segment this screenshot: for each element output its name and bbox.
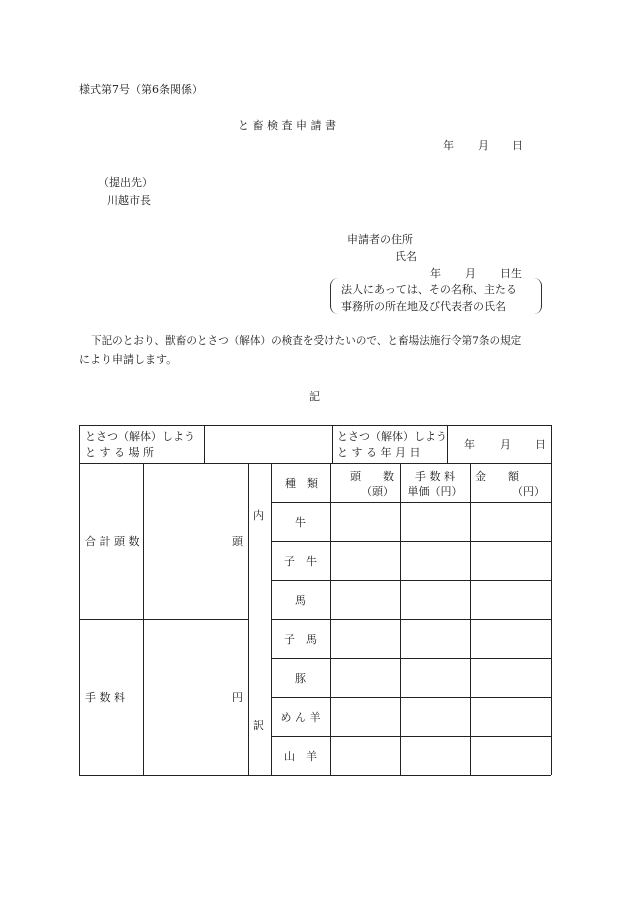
grid-row-2 <box>271 541 551 542</box>
header-amount-line2: （円） <box>512 485 545 498</box>
breakdown-bottom-label: 訳 <box>253 719 264 732</box>
fee-label: 手 数 料 <box>85 691 125 704</box>
row1-divider-a <box>204 425 205 463</box>
header-amount-line1: 金 額 <box>475 470 519 483</box>
birth-year: 年 <box>430 267 441 280</box>
kind-row: 山 羊 <box>284 750 317 763</box>
grid-row-1 <box>271 502 551 503</box>
applicant-name-label: 氏名 <box>395 250 417 263</box>
date-label-line2: と す る 年 月 日 <box>337 446 421 459</box>
fee-unit: 円 <box>232 691 243 704</box>
breakdown-top-label: 内 <box>253 509 264 522</box>
grid-row-4 <box>271 619 551 620</box>
kind-row: 子 馬 <box>284 633 317 646</box>
applicant-address-label: 申請者の住所 <box>347 233 413 246</box>
row1-bottom <box>79 463 551 464</box>
kind-row: 豚 <box>295 672 306 685</box>
header-count-line1: 頭 数 <box>350 470 394 483</box>
table-date-year: 年 <box>464 438 475 451</box>
grid-row-3 <box>271 580 551 581</box>
breakdown-col-left <box>248 463 249 775</box>
table-border-right <box>551 425 552 775</box>
header-count-line2: （頭） <box>361 485 394 498</box>
total-heads-unit: 頭 <box>232 535 243 548</box>
birth-day: 日生 <box>500 267 522 280</box>
date-month: 月 <box>478 139 489 152</box>
row1-divider-c <box>447 425 448 463</box>
recipient-label: （提出先） <box>98 176 153 189</box>
table-border-bottom <box>79 775 551 776</box>
recipient-name: 川越市長 <box>107 194 151 207</box>
header-fee-line2: 単価（円） <box>407 485 463 498</box>
table-border-left <box>79 425 80 775</box>
inspection-table <box>79 425 551 775</box>
table-date-month: 月 <box>500 438 511 451</box>
place-label-line2: と す る 場 所 <box>85 446 154 459</box>
place-label-line1: とさつ（解体）しよう <box>85 430 195 443</box>
row1-divider-b <box>332 425 333 463</box>
kind-row: め ん 羊 <box>280 711 321 724</box>
kind-row: 子 牛 <box>284 555 317 568</box>
table-date-day: 日 <box>535 438 546 451</box>
form-number: 様式第7号（第6条関係） <box>79 83 203 96</box>
date-year: 年 <box>443 139 454 152</box>
header-fee-line1: 手 数 料 <box>415 470 455 483</box>
document-title: と 畜 検 査 申 請 書 <box>238 119 336 132</box>
corporate-note-line2: 事務所の所在地及び代表者の氏名 <box>341 300 506 313</box>
grid-row-6 <box>271 697 551 698</box>
date-day: 日 <box>512 139 523 152</box>
grid-row-7 <box>271 736 551 737</box>
body-text-line2: により申請します。 <box>79 353 178 366</box>
header-kind: 種 類 <box>285 477 318 490</box>
kind-row: 馬 <box>295 594 306 607</box>
body-text-line1: 下記のとおり、獣畜のとさつ（解体）の検査を受けたいので、と畜場法施行令第7条の規定 <box>91 335 522 347</box>
grid-row-5 <box>271 658 551 659</box>
total-heads-label: 合 計 頭 数 <box>85 535 140 548</box>
table-border-top <box>79 425 551 426</box>
birth-month: 月 <box>465 267 476 280</box>
ki-heading: 記 <box>309 390 320 403</box>
corporate-note-line1: 法人にあっては、その名称、主たる <box>341 283 517 296</box>
left-mid-line <box>79 619 248 620</box>
date-label-line1: とさつ（解体）しよう <box>337 430 447 443</box>
kind-row: 牛 <box>295 516 306 529</box>
